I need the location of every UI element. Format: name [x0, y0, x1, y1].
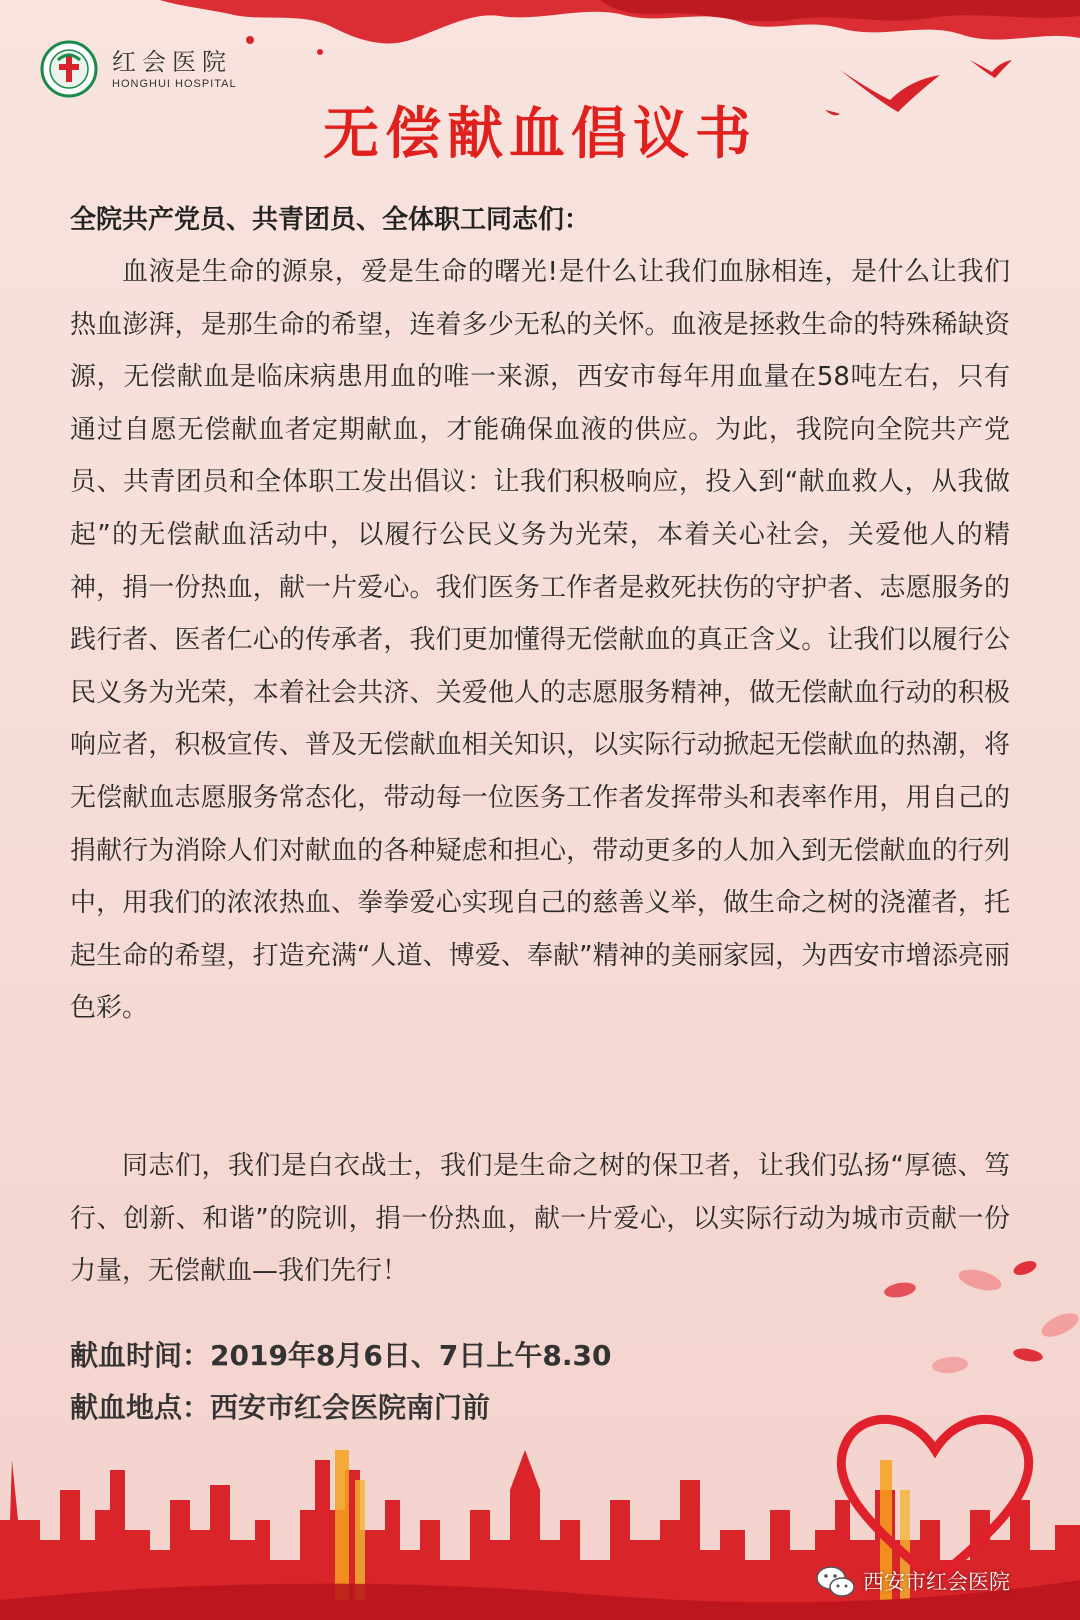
brand-name-en: HONGHUI HOSPITAL: [112, 78, 237, 90]
salutation: 全院共产党员、共青团员、全体职工同志们：: [70, 205, 591, 235]
wechat-icon: [815, 1563, 857, 1601]
donation-place: 献血地点：西安市红会医院南门前: [70, 1391, 491, 1424]
hospital-emblem-icon: [40, 40, 98, 98]
brand-name-cn: 红会医院: [112, 48, 232, 76]
wechat-watermark: [815, 1552, 1010, 1612]
donation-time: 献血时间：2019年8月6日、7日上午8.30: [70, 1339, 612, 1372]
body-paragraph-2: 同志们，我们是白衣战士，我们是生命之树的保卫者，让我们弘扬“厚德、笃行、创新、和谐”的院训，捐一份热血，献一片爱心，以实际行动为城市贡献一份力量，无偿献血—我们先行！: [70, 1151, 1010, 1287]
body-paragraph-1: 血液是生命的源泉，爱是生命的曙光!是什么让我们血脉相连，是什么让我们热血澎湃，是那生命的希望，连着多少无私的关怀。血液是拯救生命的特殊稀缺资源，无偿献血是临床病患用血的唯一来源，西安市每年用血量在58吨左右，只有通过自愿无偿献血者定期献血，才能确保血液的供应。为此，我院向全院共产党员、共青团员和全体职工发出倡议：让我们积极响应，投入到“献血救人，从我做起”的无偿献血活动中，以履行公民义务为光荣，本着关心社会，关爱他人的精神，捐一份热血，献一片爱心。我们医务工作者是救死扶伤的守护者、志愿服务的践行者、医者仁心的传承者，我们更加懂得无偿献血的真正含义。让我们以履行公民义务为光荣，本着社会共济、关爱他人的志愿服务精神，做无偿献血行动的积极响应者，积极宣传、普及无偿献血相关知识，以实际行动掀起无偿献血的热潮，将无偿献血志愿服务常态化，带动每一位医务工作者发挥带头和表率作用，用自己的捐献行为消除人们对献血的各种疑虑和担心，带动更多的人加入到无偿献血的行列中，用我们的浓浓热血、拳拳爱心实现自己的慈善义举，做生命之树的浇灌者，托起生命的希望，打造充满“人道、博爱、奉献”精神的美丽家园，为西安市增添亮丽色彩。: [70, 257, 1010, 1024]
hospital-logo: [40, 38, 237, 100]
page-title: 无偿献血倡议书: [323, 102, 757, 167]
watermark-text: 西安市红会医院: [863, 1570, 1010, 1594]
